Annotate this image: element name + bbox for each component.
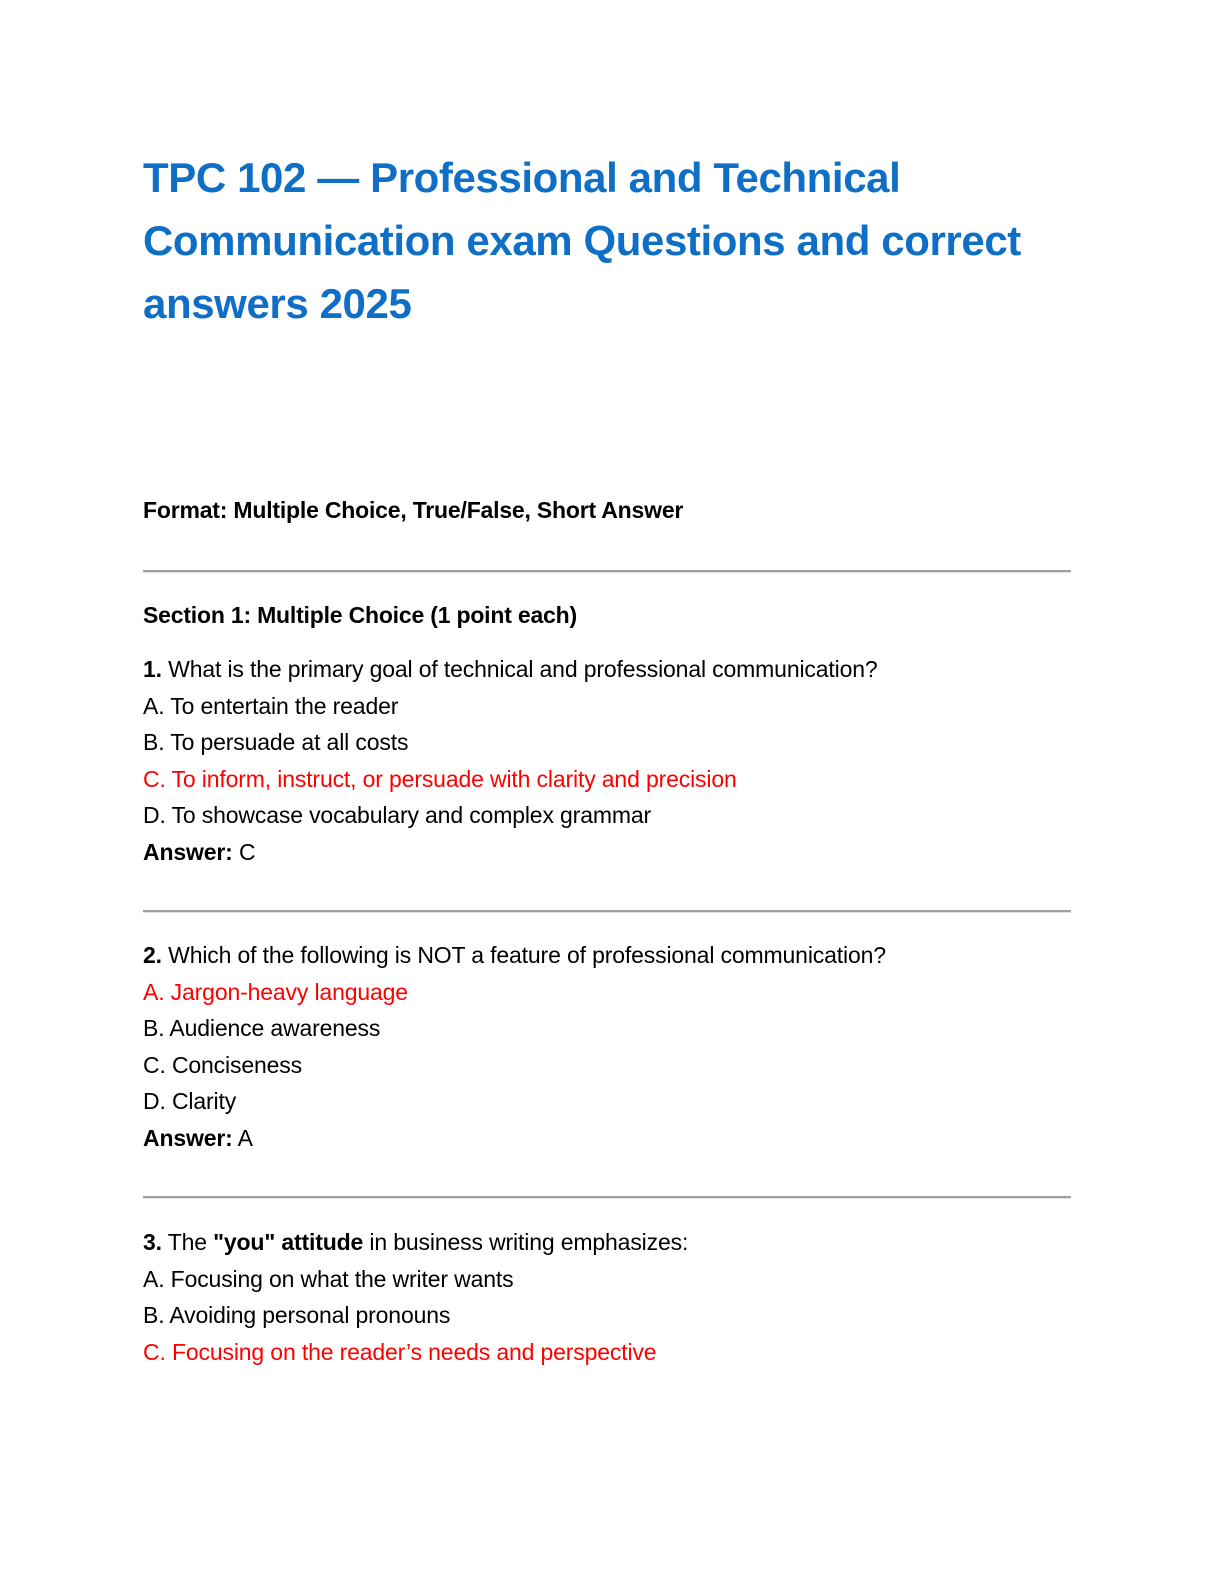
answer-label: Answer: (143, 1124, 233, 1151)
question-3-block (143, 1224, 1073, 1370)
question-2-stem (143, 937, 1073, 974)
question-1-answer (143, 834, 1073, 871)
question-2-option-d: D. Clarity (143, 1088, 237, 1115)
question-1-option-b: B. To persuade at all costs (143, 729, 409, 756)
question-2-option-c: C. Conciseness (143, 1051, 302, 1078)
question-text-emphasis: "you" attitude (213, 1229, 364, 1255)
question-text: Which of the following is NOT a feature of professional communication? (161, 942, 886, 968)
question-number: 2. (143, 942, 162, 968)
question-3-option-c-correct: C. Focusing on the reader’s needs and perspective (143, 1338, 657, 1365)
question-2-block (143, 937, 1073, 1157)
question-text: What is the primary goal of technical and professional communication? (161, 656, 878, 682)
question-2-option-a-correct: A. Jargon-heavy language (143, 978, 408, 1005)
answer-value: A (232, 1124, 253, 1151)
title-line-2: Communication exam Questions and correct (143, 217, 1021, 264)
question-2-option-b: B. Audience awareness (143, 1015, 381, 1042)
answer-label: Answer: (143, 838, 233, 865)
title-line-1: TPC 102 — Professional and Technical (143, 154, 901, 201)
title-line-3: answers 2025 (143, 280, 412, 327)
horizontal-rule (143, 910, 1071, 913)
section-heading: Section 1: Multiple Choice (1 point each) (143, 602, 577, 628)
question-1-option-c-correct: C. To inform, instruct, or persuade with clarity and precision (143, 765, 737, 792)
question-text-pre: The (161, 1229, 214, 1255)
question-number: 3. (143, 1229, 162, 1255)
question-3-stem (143, 1224, 1073, 1261)
question-1-stem (143, 651, 1073, 688)
question-text-post: in business writing emphasizes: (363, 1229, 689, 1255)
document-title (143, 146, 1073, 335)
answer-value: C (232, 838, 256, 865)
question-3-option-b: B. Avoiding personal pronouns (143, 1302, 451, 1329)
question-2-answer (143, 1120, 1073, 1157)
question-1-option-d: D. To showcase vocabulary and complex grammar (143, 802, 651, 829)
question-number: 1. (143, 656, 162, 682)
format-line: Format: Multiple Choice, True/False, Short Answer (143, 497, 684, 523)
question-1-block (143, 599, 1073, 871)
horizontal-rule (143, 570, 1071, 573)
horizontal-rule (143, 1196, 1071, 1199)
question-3-option-a: A. Focusing on what the writer wants (143, 1265, 514, 1292)
question-1-option-a: A. To entertain the reader (143, 692, 399, 719)
